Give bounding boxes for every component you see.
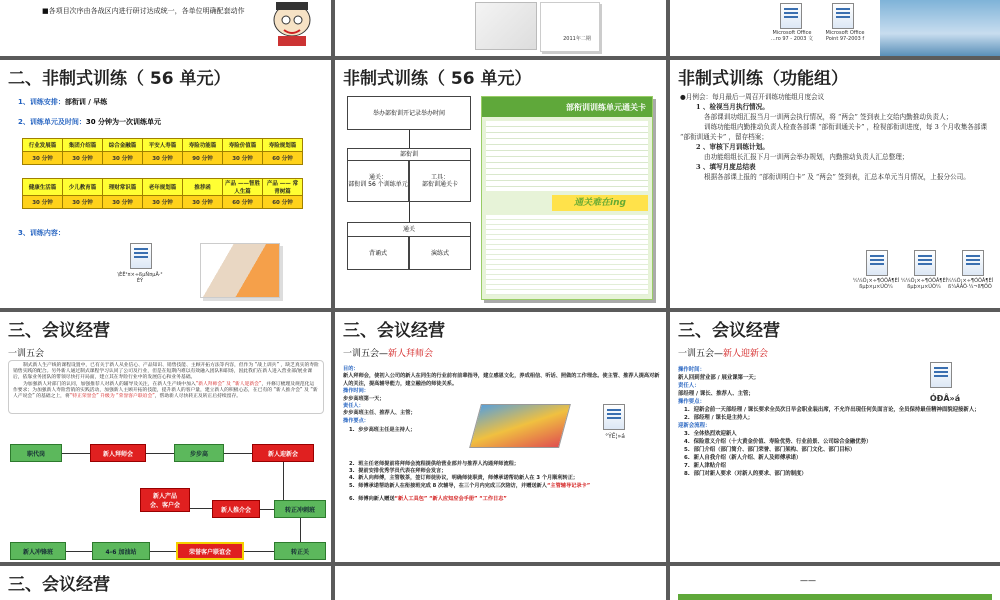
slide-title: 三、会议经营 xyxy=(8,575,110,595)
unit-duration-1: 30 分钟 xyxy=(63,196,103,209)
step-1b: 训练功能组内勤推动负责人检查各部课 “部衔训通关卡” ，检视部衔训进度，每 3 个月收集各部课 “部衔训通关卡” ，留存档案； xyxy=(680,123,988,141)
flow-box-right: 工具： 部衔训通关卡 xyxy=(409,160,471,202)
slide-thumb-welcome-meeting[interactable] xyxy=(670,312,1000,562)
unit-duration-3: 30 分钟 xyxy=(143,152,183,165)
unit-duration-2: 30 分钟 xyxy=(103,196,143,209)
node-zhuanzheng-ci: 转正冲刺班 xyxy=(274,500,326,518)
flow-box-left: 通关： 部衔训 56 个训练单元 xyxy=(347,160,409,202)
card-notes xyxy=(486,215,648,295)
unit-head-1: 集团介绍篇 xyxy=(63,139,103,152)
step-3: 3 、填写月度总结表 xyxy=(696,163,756,171)
flow-5: 5. 部门介绍（部门简介、部门荣誉、部门架构、部门文化、部门目标） xyxy=(684,447,856,453)
flow-box-top: 举办部衔训开记录举办时间 xyxy=(347,96,471,130)
step-2: 2 、审核下月训练计划。 xyxy=(696,143,769,151)
point-1: 1. 步步高班主任是主持人； xyxy=(349,427,416,434)
unit-head-6: 产品 —— 常青树篇 xyxy=(263,179,303,196)
item-1-value: 部衔训 / 早练 xyxy=(64,98,108,106)
h-time: 操作时间： xyxy=(343,388,369,395)
node-xinren-chong: 新人冲锋班 xyxy=(10,542,66,560)
unit-head-0: 健康生活篇 xyxy=(23,179,63,196)
item-3-label: 训练内容： xyxy=(29,229,65,237)
h-owner: 责任人： xyxy=(678,383,700,389)
slide-title: 非制式训练（功能组） xyxy=(678,69,848,89)
pass-card-image xyxy=(481,96,653,300)
point-3: 3. 提前安排优秀学员代表在拜师会发言； xyxy=(349,468,447,475)
time: 步步高班第一天； xyxy=(343,395,385,402)
booklet-caption: 2011年二期 xyxy=(563,36,591,42)
brochure-photo xyxy=(200,243,280,298)
word-file-icon[interactable] xyxy=(780,3,802,29)
unit-head-2: 综合金融篇 xyxy=(103,139,143,152)
intro-para-2c: ，并修订梳理及规范化运作要求；为加强新人寿险营销的实践活动，加强新人主顾开拓的技能，提升新人的客户量，建立新人的积极心态，在已有的 “新人推介会” 及 “新人产说会” 的基础之上，将 xyxy=(13,381,318,400)
unit-duration-4: 30 分钟 xyxy=(183,196,223,209)
flow-box-b2: 演练式 xyxy=(409,236,471,270)
h-flow: 迎新会流程： xyxy=(678,423,711,429)
intro-para-2b: “新人拜师会” 及 “新人迎新会” xyxy=(195,381,262,387)
card-banner: 通关难在ing xyxy=(552,195,648,211)
unit-duration-6: 60 分钟 xyxy=(263,152,303,165)
item-1 xyxy=(18,97,107,107)
unit-duration-2: 30 分钟 xyxy=(103,152,143,165)
time: 新人回到营业部 / 展业课第一天； xyxy=(678,375,760,381)
unit-head-5: 寿险价值篇 xyxy=(223,139,263,152)
intro-box xyxy=(8,360,324,414)
flow-box-mid: 部衔训 xyxy=(347,148,471,160)
card-table xyxy=(486,121,648,191)
step-1a: 各部课训功组汇报当月一训两会执行情况，将 “两会” 签到表上交给内勤推动负责人； xyxy=(704,113,953,121)
item-2-value: 30 分钟为一次训练单元 xyxy=(85,118,162,126)
item-1-label: 训练安排： xyxy=(29,98,65,106)
slide-subtitle xyxy=(343,346,433,359)
slide-thumb-function-group[interactable] xyxy=(670,60,1000,308)
excel-file-icon[interactable] xyxy=(866,250,888,276)
node-tuijie: 新人推介会 xyxy=(212,500,260,518)
item-3-num: 3、 xyxy=(18,229,30,237)
file-caption: ÓÐÂ»á xyxy=(929,394,961,403)
flow-8: 8. 部门对新人要求（对新人的要求、部门的制度） xyxy=(684,471,807,477)
file-caption-1: Microsoft Office ...ro 97 - 2003 文 xyxy=(770,30,814,42)
owner: 部经理 / 课长、推荐人、主管； xyxy=(678,391,754,397)
flow-arrow xyxy=(150,551,176,552)
unit-duration-5: 60 分钟 xyxy=(223,196,263,209)
slide-thumb-training-units[interactable] xyxy=(0,60,331,308)
flow-arrow xyxy=(300,518,301,542)
node-yingxin: 新人迎新会 xyxy=(252,444,314,462)
intro-para-2d: “特正荣誉会” 升级为 “荣誉客户联谊会” xyxy=(69,394,155,400)
intro-para-2e: ，帮助新人尽快转正及转正后持续留存。 xyxy=(154,394,242,400)
unit-duration-3: 30 分钟 xyxy=(143,196,183,209)
point-1: 1. 迎新会前一天部经理 / 课长要求全员次日早会职业装出席，不允许出现任何负面言论，全员保持最佳精神面貌迎接新人； xyxy=(684,407,980,413)
flow-arrow xyxy=(224,453,252,454)
unit-head-3: 老年规划篇 xyxy=(143,179,183,196)
slide-subtitle xyxy=(678,346,768,359)
unit-head-1: 少儿教育篇 xyxy=(63,179,103,196)
intro-para-1: 制式新人生产线的课程设置中，已有关于新人从业信心、产品知识、销售技能、主顾开拓方法等内容，但作为 “战上训兵” ，缺乏真实的寿险销售实践的配合。另外新人通过制式课程学习认同了公司及行业，但是在短期内难以有效融入团队和职场，因此我们在新人进入营业部/展业课后，依靠业务团队的带领尽快打开局面，建立其在寿险行业中的发展信心和业务基础。 xyxy=(13,363,319,381)
flow-arrow xyxy=(409,130,410,148)
node-zhizhi: 职代岗 xyxy=(10,444,62,462)
item-2-label: 训练单元及时间： xyxy=(29,118,86,126)
h-points: 操作要点： xyxy=(678,399,705,405)
unit-head-3: 平安人寿篇 xyxy=(143,139,183,152)
step-1: 1 、检视当月执行情况。 xyxy=(696,103,769,111)
unit-duration-4: 90 分钟 xyxy=(183,152,223,165)
units-table-1 xyxy=(22,138,303,165)
item-2 xyxy=(18,117,161,127)
h-time: 操作时间： xyxy=(678,367,705,373)
flow-list xyxy=(678,430,994,478)
slide-thumb-training-flow[interactable] xyxy=(335,60,666,308)
flow-7: 7. 新人津贴介绍 xyxy=(684,463,726,469)
welcome-body xyxy=(678,366,994,478)
slide-thumb-r0-3[interactable] xyxy=(670,0,1000,56)
slide-thumb-meeting-flow[interactable] xyxy=(0,312,331,562)
unit-head-6: 寿险规划篇 xyxy=(263,139,303,152)
card-title: 部衔训训练单元通关卡 xyxy=(482,97,652,117)
word-file-icon[interactable] xyxy=(130,243,152,269)
h-purpose: 目的： xyxy=(343,366,359,372)
step-2a: 由功能组组长汇报下月一训两会举办规划，内勤推动负责人汇总整理； xyxy=(704,153,909,161)
unit-head-4: 推荐函 xyxy=(183,179,223,196)
unit-duration-1: 30 分钟 xyxy=(63,152,103,165)
intro: ●月例会：每月最后一周召开训练功能组月度会议 xyxy=(680,93,825,101)
node-chanpin: 新人产品 会、客户会 xyxy=(140,488,190,512)
file-caption-2: Microsoft Office Point 97-2003 f xyxy=(825,30,865,42)
excel-file-icon[interactable] xyxy=(914,250,936,276)
subtitle-a: 一训五会— xyxy=(343,349,389,359)
slide-thumb-r0-2[interactable] xyxy=(335,0,666,56)
flow-6: 6. 新人自我介绍（新人介绍、新人及师傅承诺） xyxy=(684,455,802,461)
intro-para-2 xyxy=(13,382,319,401)
step-3a: 根据各部课上报的 “部衔训明白卡” 及 “两会” 签到表，汇总本单元当月情况，上报分公司。 xyxy=(704,173,970,181)
point-6: 6. 师傅向新人赠送“新人工具包” “新人应知应会手册” “工作日志” xyxy=(349,496,507,503)
unit-head-4: 寿险功能篇 xyxy=(183,139,223,152)
subtitle-a: 一训五会— xyxy=(678,349,724,359)
h-owner: 责任人： xyxy=(343,403,364,410)
file-caption-1: ¼¼Õ¡×÷¶ÓÔÂ¶ÈÍ ßµþ×µ×ÚÒ¼ xyxy=(852,278,900,290)
slide-title: 三、会议经营 xyxy=(8,321,110,341)
point-2: 2. 班主任老师提前将拜师会流程提供给营业部并与推荐人沟通拜师流程； xyxy=(349,460,520,467)
excel-file-icon[interactable] xyxy=(962,250,984,276)
green-bar xyxy=(678,594,992,600)
flow-3: 3. 全体热烈欢迎新人 xyxy=(684,431,737,437)
brochure-image xyxy=(475,2,537,50)
flow-arrow xyxy=(190,508,212,509)
dash-text: —— xyxy=(800,576,816,585)
word-file-icon[interactable] xyxy=(603,404,625,430)
slide-thumb-r0-1[interactable] xyxy=(0,0,331,56)
h-points: 操作要点： xyxy=(343,417,369,424)
flow-box-b1: 背诵式 xyxy=(347,236,409,270)
flow-arrow xyxy=(62,453,90,454)
file-caption-2: ¼¼Õ¡×÷¶ÓÔÂ¶ÈÍ ßµþ×µ×ÚÒ¼ xyxy=(900,278,948,290)
node-zhuanzheng: 转正关 xyxy=(274,542,326,560)
point-2: 2. 部经理 / 课长是主持人； xyxy=(684,415,754,421)
node-rongyu: 荣誉客户联谊会 xyxy=(176,542,244,560)
slide-title: 三、会议经营 xyxy=(678,321,780,341)
node-jiayou: 4-6 加油站 xyxy=(92,542,150,560)
subtitle-b: 新人迎新会 xyxy=(723,349,769,359)
unit-duration-0: 30 分钟 xyxy=(23,152,63,165)
points-list xyxy=(678,406,994,422)
flow-arrow xyxy=(260,509,274,510)
booklet-image xyxy=(540,2,600,52)
node-baishi: 新人拜师会 xyxy=(90,444,146,462)
flow-arrow xyxy=(66,551,92,552)
flow-arrow xyxy=(146,453,174,454)
file-caption-3: ¼¼Õ¡×÷¶ÓÔÂ¶ÈÍ ß¼ÁÂÔ·¼¬ß¶ÔÕ xyxy=(946,278,994,290)
flow-arrow xyxy=(283,462,284,500)
point-4: 4. 新人向师傅，主管敬茶，签订师徒协议，明确师徒职责，师傅承诺帮助新人在 3 个月顺利转正； xyxy=(349,475,579,482)
slide-title: 二、非制式训练（ 56 单元） xyxy=(8,69,231,89)
flow-box-bottom: 通关 xyxy=(347,222,471,236)
city-photo xyxy=(880,0,1000,56)
books-photo xyxy=(469,404,571,448)
point-5: 5. 师傅承诺帮助新人在衔接班完成 8 次辅导，在三个月内完成三次陪访，并赠送新人“主管辅导记录卡” xyxy=(349,482,591,489)
flow-arrow xyxy=(409,202,410,222)
unit-head-5: 产品 ——智胜人生篇 xyxy=(223,179,263,196)
unit-head-2: 理财常识篇 xyxy=(103,179,143,196)
slide-thumb-r3-2[interactable] xyxy=(335,566,666,600)
subtitle-b: 新人拜师会 xyxy=(388,349,434,359)
slide-thumb-r3-3[interactable] xyxy=(670,566,1000,600)
item-1-num: 1、 xyxy=(18,98,30,106)
owner: 步步高班主任、推荐人、主管； xyxy=(343,410,416,417)
file-caption: \ÈÊ¹¤×÷ßµÑ¤µÂ·² ÈÝ xyxy=(117,272,163,284)
item-3 xyxy=(18,228,65,238)
item-2-num: 2、 xyxy=(18,118,30,126)
note-text: ■各项目次序由各战区内进行研讨达成统一，各单位明确配套动作 xyxy=(42,7,245,15)
flow-4: 4. 保险意义介绍（十大黄金价值、寿险优势、行业前景、公司综合金融优势） xyxy=(684,439,872,445)
ppt-file-icon[interactable] xyxy=(832,3,854,29)
purpose: 新人拜师会，使初入公司的新人在同生的行业前有前辈指导，建立感恩文化，养成相信、听话、照做的工作理念。使主管、推荐人提高对新人的关注，提高辅导能力，建立融洽的师徒关系。 xyxy=(343,373,660,387)
unit-duration-5: 30 分钟 xyxy=(223,152,263,165)
unit-head-0: 行业发展篇 xyxy=(23,139,63,152)
node-buli: 步步高 xyxy=(174,444,224,462)
slide-title: 三、会议经营 xyxy=(343,321,445,341)
slide-thumb-mentor-meeting[interactable] xyxy=(335,312,666,562)
slide-subtitle: 一训五会 xyxy=(8,349,45,359)
flow-arrow xyxy=(244,551,274,552)
slide-thumb-r3-1[interactable] xyxy=(0,566,331,600)
file-caption: °ÝÊ¦»á xyxy=(605,433,625,440)
function-group-body xyxy=(680,92,996,182)
slide-title: 非制式训练（ 56 单元） xyxy=(343,69,532,89)
unit-duration-0: 30 分钟 xyxy=(23,196,63,209)
cartoon-character-icon xyxy=(258,0,318,46)
intro-para-2a: 为加强新人对部门的认同，加强推荐人对新人的辅导及关注，在新人生产线中加入 xyxy=(23,381,196,387)
unit-duration-6: 60 分钟 xyxy=(263,196,303,209)
units-table-2 xyxy=(22,178,303,209)
